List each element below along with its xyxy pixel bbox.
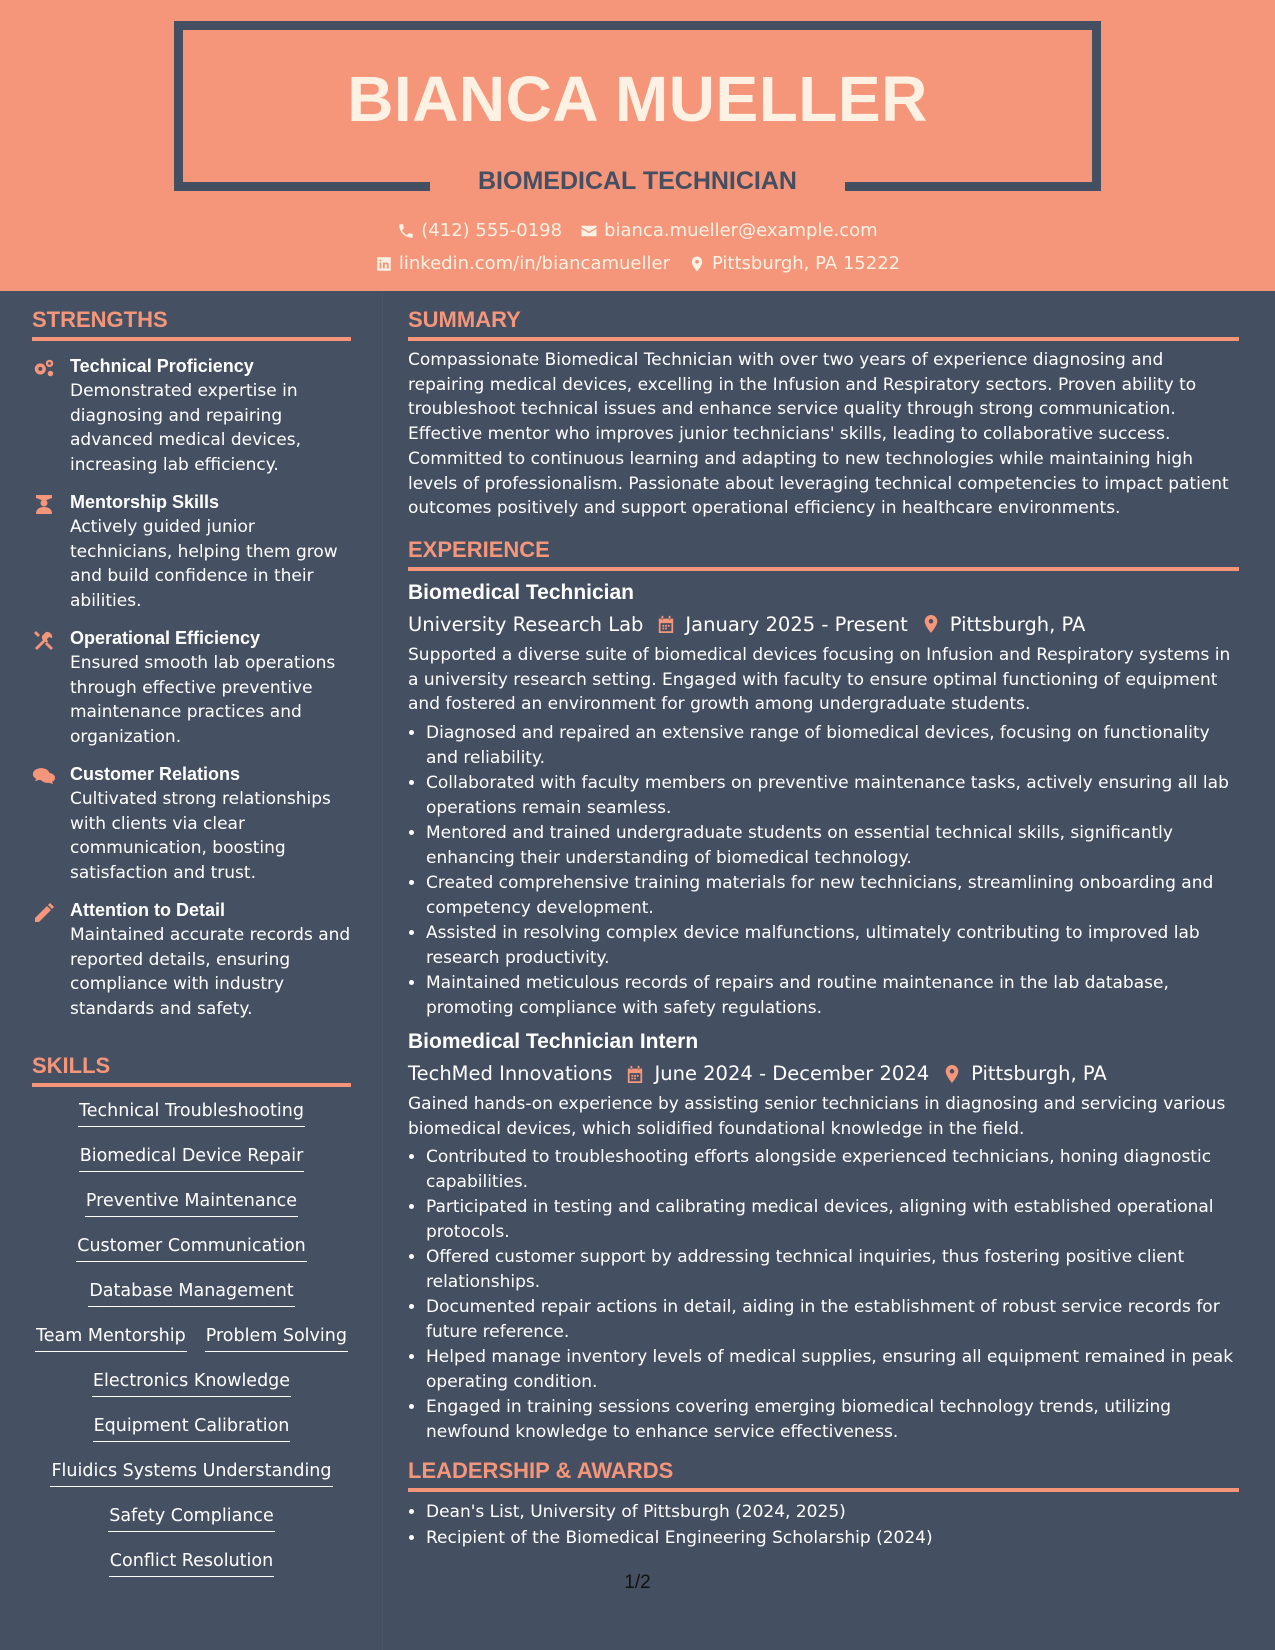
skill-tag: Conflict Resolution (109, 1549, 274, 1577)
phone-text: (412) 555-0198 (421, 220, 563, 241)
awards-list (408, 1500, 1239, 1550)
bullet-item: • Mentored and trained undergraduate students on essential technical skills, significantly enhancing their understanding of biomedical technology. (426, 821, 1239, 870)
phone-icon (397, 222, 415, 240)
strength-desc: Demonstrated expertise in diagnosing and repairing advanced medical devices, increasing lab efficiency. (70, 381, 301, 475)
skill-tag: Biomedical Device Repair (79, 1144, 305, 1172)
job-meta (408, 1062, 1239, 1085)
candidate-name: BIANCA MUELLER (347, 63, 928, 135)
location-text: Pittsburgh, PA 15222 (711, 253, 901, 274)
strength-title: Mentorship Skills (70, 492, 220, 512)
award-item: • Dean's List, University of Pittsburgh (2024, 2025) (426, 1500, 1239, 1525)
strength-desc: Cultivated strong relationships with clients via clear communication, boosting satisfaction and trust. (70, 789, 331, 883)
job-description: Supported a diverse suite of biomedical devices focusing on Infusion and Respiratory systems in a university research setting. Engaged with faculty to ensure optimal functioning of equipment and fostered an environment for growth among undergraduate students. (408, 644, 1231, 715)
summary-heading: SUMMARY (408, 307, 1239, 341)
strength-desc: Ensured smooth lab operations through effective preventive maintenance practices and organization. (70, 653, 336, 747)
graduate-icon (32, 493, 56, 515)
calendar-icon (626, 1064, 644, 1084)
bullet-item: • Documented repair actions in detail, aiding in the establishment of robust service records for future reference. (426, 1295, 1239, 1344)
comments-icon (32, 765, 56, 787)
job-company: TechMed Innovations (408, 1062, 613, 1086)
strength-item (32, 899, 351, 1021)
strength-title: Customer Relations (70, 764, 241, 784)
phone-contact (397, 220, 562, 241)
job-meta (408, 613, 1239, 636)
envelope-icon (580, 222, 598, 240)
strength-item (32, 627, 351, 749)
calendar-icon (657, 614, 675, 634)
strengths-section (32, 307, 351, 1021)
linkedin-contact[interactable] (375, 253, 670, 274)
pencil-icon (32, 901, 56, 923)
strength-item (32, 491, 351, 613)
job-bullets (408, 1145, 1239, 1444)
gears-icon (32, 357, 56, 379)
job-title: Biomedical Technician (408, 580, 635, 604)
map-pin-icon (922, 614, 940, 634)
bullet-item: • Contributed to troubleshooting efforts alongside experienced technicians, honing diagnostic capabilities. (426, 1145, 1239, 1194)
job-location: Pittsburgh, PA (971, 1062, 1107, 1086)
bullet-item: • Participated in testing and calibrating medical devices, aligning with established operational protocols. (426, 1195, 1239, 1244)
job-location: Pittsburgh, PA (949, 612, 1086, 636)
tools-icon (32, 629, 56, 651)
strength-desc: Actively guided junior technicians, helping them grow and build confidence in their abilities. (70, 517, 338, 611)
skills-list (32, 1099, 351, 1594)
email-link[interactable]: bianca.mueller@example.com (604, 220, 878, 241)
strength-title: Operational Efficiency (70, 628, 261, 648)
summary-text: Compassionate Biomedical Technician with over two years of experience diagnosing and repairing medical devices, excelling in the Infusion and Respiratory sectors. Proven ability to troubleshoot technical issues and enhance service quality through strong communication. Effective mentor who improves junior technicians' skills, leading to collaborative success. Committed to continuous learning and adapting to new technologies while maintaining high levels of professionalism. Passionate about leveraging technical competencies to impact patient outcomes positively and support operational efficiency in healthcare environments. (408, 350, 1229, 519)
strength-title: Attention to Detail (70, 900, 225, 920)
email-contact[interactable] (580, 220, 878, 241)
job-role: BIOMEDICAL TECHNICIAN (478, 167, 797, 195)
main-content (408, 307, 1239, 1551)
linkedin-icon (375, 255, 393, 273)
strength-item (32, 355, 351, 477)
strengths-heading: STRENGTHS (32, 307, 351, 341)
leadership-heading: LEADERSHIP & AWARDS (408, 1458, 1239, 1492)
map-pin-icon (943, 1064, 961, 1084)
header-band (0, 0, 1275, 291)
skill-tag: Fluidics Systems Understanding (50, 1459, 332, 1487)
skill-tag: Database Management (88, 1279, 294, 1307)
skill-tag: Team Mentorship (35, 1324, 187, 1352)
bullet-item: • Diagnosed and repaired an extensive range of biomedical devices, focusing on functionality and reliability. (426, 721, 1239, 770)
skill-tag: Preventive Maintenance (85, 1189, 298, 1217)
bullet-item: • Helped manage inventory levels of medical supplies, ensuring all equipment remained in peak operating condition. (426, 1345, 1239, 1394)
job-description: Gained hands-on experience by assisting senior technicians in diagnosing and servicing various biomedical devices, which solidified foundational knowledge in the field. (408, 1094, 1226, 1139)
map-pin-icon (688, 255, 706, 273)
experience-heading: EXPERIENCE (408, 537, 1239, 571)
bullet-item: • Assisted in resolving complex device malfunctions, ultimately contributing to improved lab research productivity. (426, 921, 1239, 970)
skill-tag: Electronics Knowledge (92, 1369, 291, 1397)
bullet-item: • Maintained meticulous records of repairs and routine maintenance in the lab database, promoting compliance with safety regulations. (426, 971, 1239, 1020)
job-dates: June 2024 - December 2024 (654, 1062, 930, 1086)
job-company: University Research Lab (408, 612, 644, 636)
skills-heading: SKILLS (32, 1053, 351, 1087)
location-contact (688, 253, 900, 274)
bullet-item: • Offered customer support by addressing technical inquiries, thus fostering positive client relationships. (426, 1245, 1239, 1294)
skill-tag: Equipment Calibration (93, 1414, 291, 1442)
strength-title: Technical Proficiency (70, 356, 254, 376)
job-dates: January 2025 - Present (685, 612, 908, 636)
skill-tag: Customer Communication (76, 1234, 307, 1262)
job-entry (408, 581, 1239, 1020)
bullet-item: • Created comprehensive training materials for new technicians, streamlining onboarding and competency development. (426, 871, 1239, 920)
strength-item (32, 763, 351, 885)
bullet-item: • Engaged in training sessions covering emerging biomedical technology trends, utilizing newfound knowledge to enhance service effectiveness. (426, 1395, 1239, 1444)
job-bullets (408, 721, 1239, 1020)
skill-tag: Technical Troubleshooting (78, 1099, 305, 1127)
award-item: • Recipient of the Biomedical Engineering Scholarship (2024) (426, 1526, 1239, 1551)
job-title: Biomedical Technician Intern (408, 1030, 699, 1054)
strength-desc: Maintained accurate records and reported details, ensuring compliance with industry standards and safety. (70, 925, 351, 1019)
skill-tag: Problem Solving (205, 1324, 348, 1352)
page-number: 1/2 (624, 1572, 651, 1593)
linkedin-link[interactable]: linkedin.com/in/biancamueller (398, 253, 670, 274)
skill-tag: Safety Compliance (108, 1504, 275, 1532)
bullet-item: • Collaborated with faculty members on preventive maintenance tasks, actively ensuring all lab operations remain seamless. (426, 771, 1239, 820)
job-entry (408, 1030, 1239, 1444)
